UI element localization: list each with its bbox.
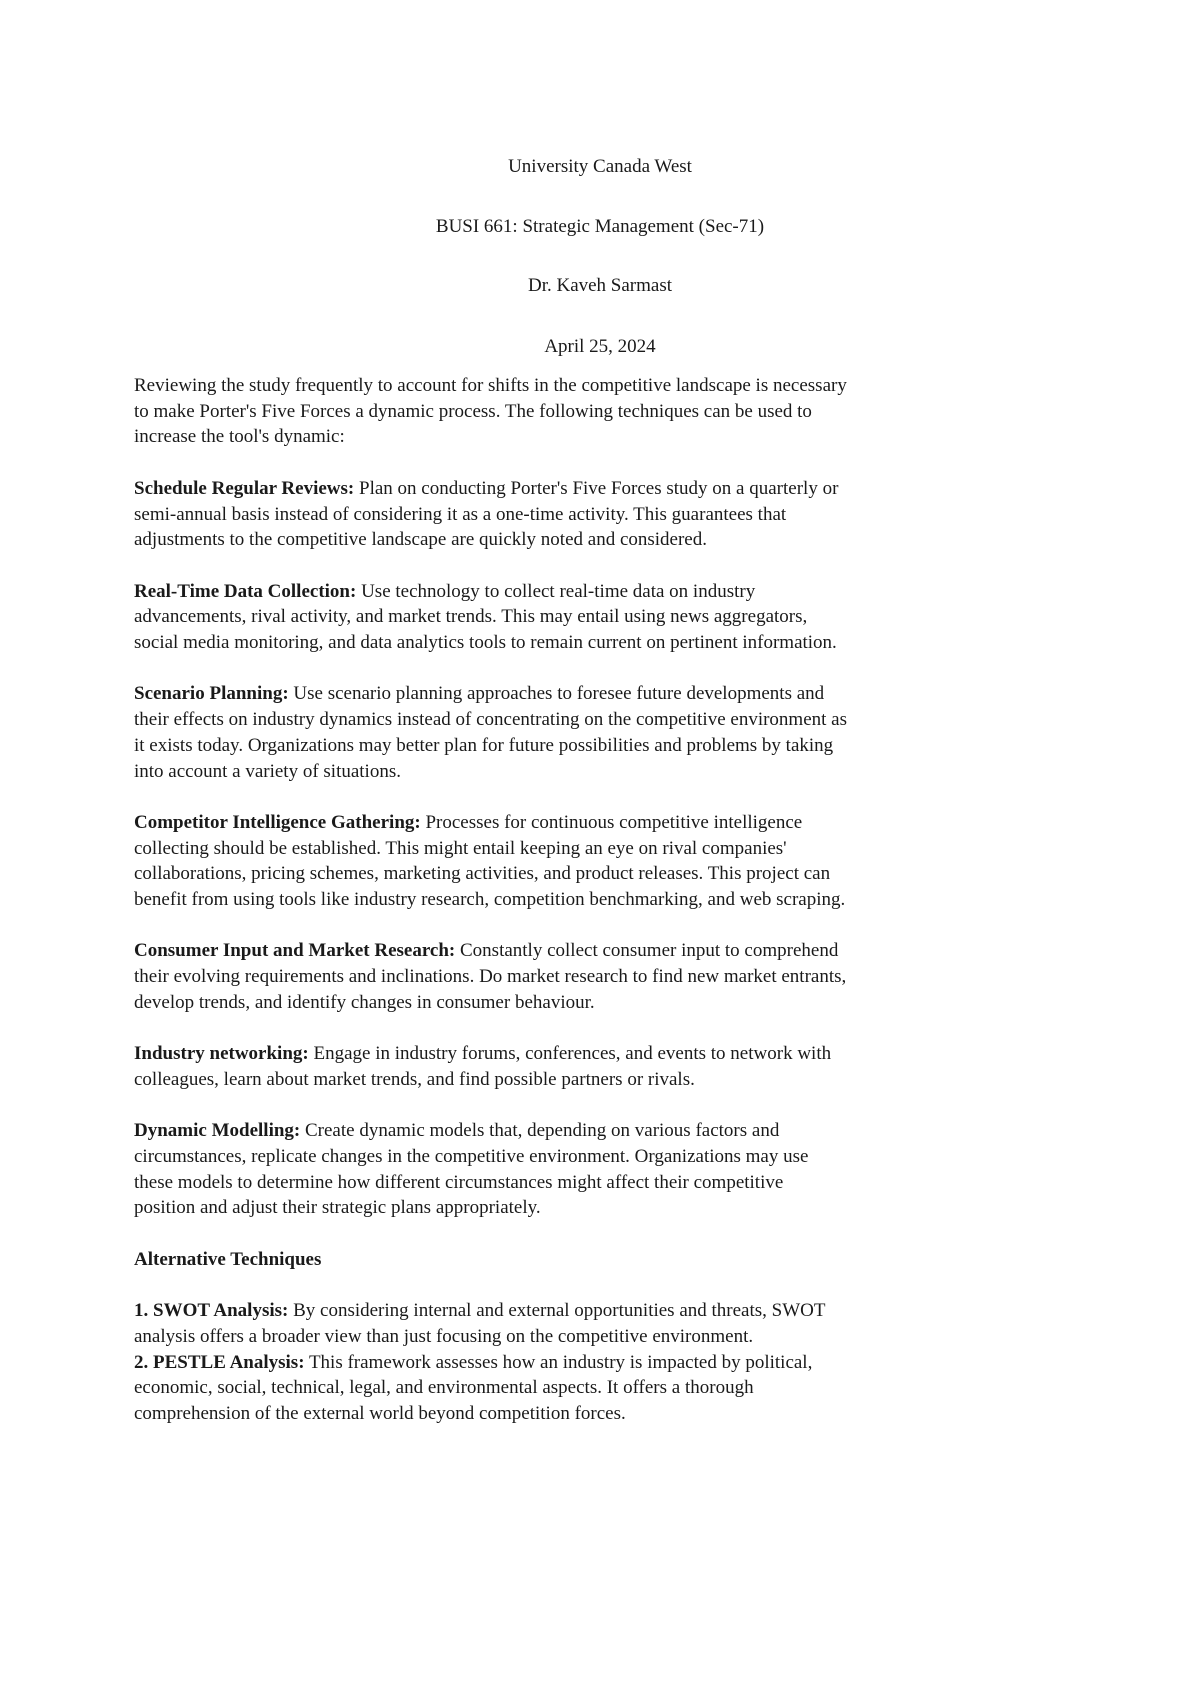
section-label: Industry networking:: [134, 1043, 309, 1065]
section-label: Schedule Regular Reviews:: [134, 477, 355, 499]
text-line: circumstances, replicate changes in the competitive environment. Organizations may use: [134, 1145, 809, 1167]
text-line: comprehension of the external world beyond competition forces.: [134, 1402, 626, 1424]
text-line: their evolving requirements and inclinations. Do market research to find new market entrants,: [134, 966, 847, 988]
section-label: Competitor Intelligence Gathering:: [134, 811, 421, 833]
text-line: social media monitoring, and data analytics tools to remain current on pertinent information.: [134, 632, 837, 653]
section-schedule-regular-reviews: [134, 476, 994, 553]
section-consumer-input: [134, 938, 994, 1015]
alternative-swot: [134, 1298, 994, 1349]
text-line: Plan on conducting Porter's Five Forces study on a quarterly or: [354, 477, 839, 499]
section-real-time-data: [134, 579, 994, 656]
text-line: Processes for continuous competitive intelligence: [420, 811, 803, 833]
text-line: Create dynamic models that, depending on various factors and: [300, 1120, 780, 1142]
text-line: position and adjust their strategic plans appropriately.: [134, 1197, 541, 1219]
text-line: colleagues, learn about market trends, and find possible partners or rivals.: [134, 1068, 695, 1090]
text-line: semi-annual basis instead of considering it as a one-time activity. This guarantees that: [134, 503, 787, 525]
text-line: adjustments to the competitive landscape are quickly noted and considered.: [134, 529, 707, 551]
text-line: increase the tool's dynamic:: [134, 426, 345, 448]
alternatives-heading: [134, 1247, 994, 1273]
section-scenario-planning: [134, 681, 994, 784]
text-line: to make Porter's Five Forces a dynamic process. The following techniques can be used to: [134, 400, 812, 422]
text-line: Reviewing the study frequently to account for shifts in the competitive landscape is necessary: [134, 375, 847, 396]
text-line: into account a variety of situations.: [134, 760, 401, 782]
section-industry-networking: [134, 1041, 994, 1092]
text-line: Use scenario planning approaches to foresee future developments and: [288, 683, 825, 705]
text-line: analysis offers a broader view than just focusing on the competitive environment.: [134, 1325, 754, 1347]
text-line: economic, social, technical, legal, and environmental aspects. It offers a thorough: [134, 1377, 754, 1399]
text-line: develop trends, and identify changes in consumer behaviour.: [134, 991, 595, 1013]
course-title: BUSI 661: Strategic Management (Sec-71): [435, 216, 765, 237]
alternative-pestle: [134, 1350, 994, 1427]
text-line: advancements, rival activity, and market trends. This may entail using news aggregators,: [134, 606, 808, 628]
section-label: Dynamic Modelling:: [134, 1120, 301, 1142]
text-line: By considering internal and external opportunities and threats, SWOT: [288, 1300, 826, 1322]
text-line: collecting should be established. This might entail keeping an eye on rival companies': [134, 837, 787, 859]
section-competitor-intelligence: [134, 810, 994, 913]
text-line: these models to determine how different circumstances might affect their competitive: [134, 1171, 784, 1193]
section-label: Consumer Input and Market Research:: [134, 940, 456, 962]
text-line: Engage in industry forums, conferences, and events to network with: [308, 1043, 832, 1065]
section-label: Real-Time Data Collection:: [134, 580, 357, 602]
text-line: their effects on industry dynamics instead of concentrating on the competitive environment as: [134, 709, 848, 731]
item-label: 1. SWOT Analysis:: [134, 1300, 289, 1322]
section-dynamic-modelling: [134, 1118, 994, 1221]
university-name: University Canada West: [508, 156, 692, 177]
item-label: 2. PESTLE Analysis:: [134, 1351, 305, 1373]
text-line: Constantly collect consumer input to comprehend: [455, 940, 839, 962]
text-line: collaborations, pricing schemes, marketing activities, and product releases. This project can: [134, 863, 831, 885]
text-line: This framework assesses how an industry is impacted by political,: [304, 1351, 813, 1373]
text-line: it exists today. Organizations may better plan for future possibilities and problems by taking: [134, 734, 834, 756]
instructor-name: Dr. Kaveh Sarmast: [527, 275, 673, 296]
intro-paragraph: [134, 373, 994, 450]
text-line: Use technology to collect real-time data on industry: [356, 580, 756, 602]
text-line: benefit from using tools like industry research, competition benchmarking, and web scraping.: [134, 889, 846, 910]
document-date: April 25, 2024: [544, 336, 656, 357]
document-body: [134, 373, 994, 1427]
heading-text: Alternative Techniques: [134, 1248, 322, 1270]
section-label: Scenario Planning:: [134, 683, 289, 705]
